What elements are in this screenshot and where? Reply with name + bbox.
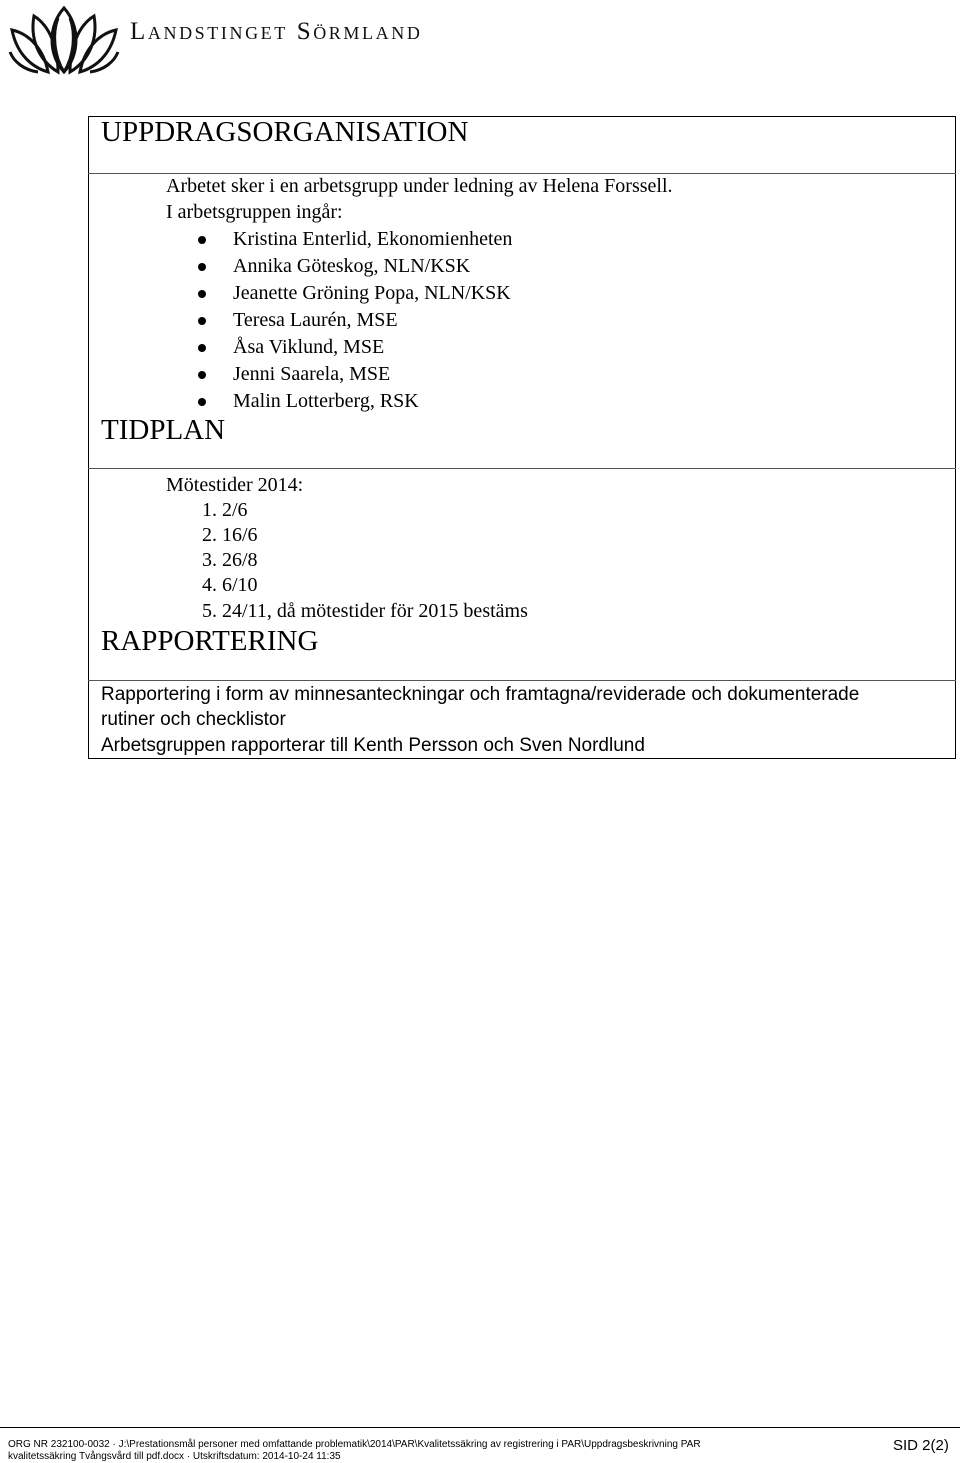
bullet-icon	[198, 290, 206, 298]
bullet-icon	[198, 371, 206, 379]
rapportering-line: Arbetsgruppen rapporterar till Kenth Persson och Sven Nordlund	[101, 735, 645, 756]
meeting-item: 1. 2/6	[202, 499, 248, 521]
meeting-item: 2. 16/6	[202, 524, 258, 546]
section-divider	[88, 680, 956, 681]
footer-line: kvalitetssäkring Tvångsvård till pdf.docx · Utskriftsdatum: 2014-10-24 11:35	[8, 1451, 341, 1462]
list-item: Kristina Enterlid, Ekonomienheten	[233, 228, 513, 250]
list-item: Malin Lotterberg, RSK	[233, 390, 419, 412]
list-item: Åsa Viklund, MSE	[233, 336, 385, 358]
meeting-item: 5. 24/11, då mötestider för 2015 bestäms	[202, 600, 528, 622]
group-label: I arbetsgruppen ingår:	[166, 201, 343, 223]
list-item: Jeanette Gröning Popa, NLN/KSK	[233, 282, 511, 304]
bullet-icon	[198, 344, 206, 352]
footer-rule	[0, 1427, 960, 1428]
tidplan-heading: TIDPLAN	[101, 414, 226, 446]
meetings-label: Mötestider 2014:	[166, 474, 304, 496]
landstinget-logo	[8, 4, 120, 76]
meeting-item: 3. 26/8	[202, 549, 258, 571]
bullet-icon	[198, 263, 206, 271]
rapportering-line: Rapportering i form av minnesanteckningar och framtagna/reviderade och dokumenterade	[101, 684, 860, 705]
page-number: SID 2(2)	[893, 1437, 949, 1454]
section-divider	[88, 468, 956, 469]
rapportering-heading: RAPPORTERING	[101, 625, 319, 657]
organisation-heading: UPPDRAGSORGANISATION	[101, 116, 469, 148]
organisation-intro: Arbetet sker i en arbetsgrupp under ledning av Helena Forssell.	[166, 175, 673, 197]
rapportering-line: rutiner och checklistor	[101, 709, 286, 730]
org-name: Landstinget Sörmland	[130, 18, 423, 45]
meeting-item: 4. 6/10	[202, 574, 258, 596]
footer-line: ORG NR 232100-0032 · J:\Prestationsmål personer med omfattande problematik\2014\PAR\Kvalitetssäkring av registrering i PAR\Uppdragsbeskrivning PAR	[8, 1439, 701, 1450]
list-item: Annika Göteskog, NLN/KSK	[233, 255, 471, 277]
bullet-icon	[198, 236, 206, 244]
list-item: Teresa Laurén, MSE	[233, 309, 398, 331]
list-item: Jenni Saarela, MSE	[233, 363, 391, 385]
bullet-icon	[198, 317, 206, 325]
bullet-icon	[198, 398, 206, 406]
